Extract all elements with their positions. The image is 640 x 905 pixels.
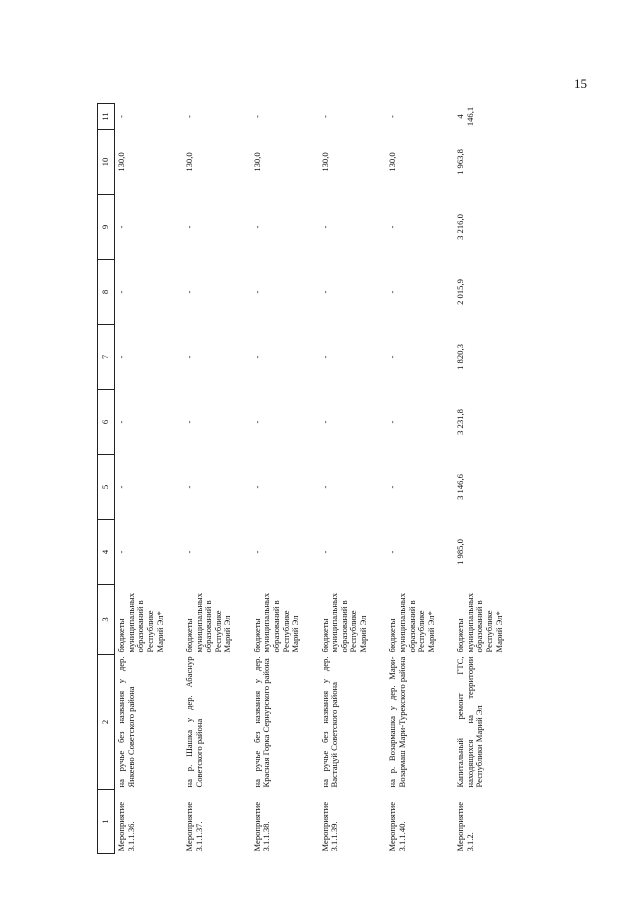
value-cell: - — [116, 550, 126, 554]
column-header: 3 — [98, 585, 115, 655]
measure-id: Мероприятие 3.1.1.39. — [319, 801, 340, 852]
value-cell: - — [116, 290, 126, 294]
value-cell: 130,0 — [387, 152, 398, 172]
value-cell: - — [251, 420, 262, 424]
value-cell: - — [387, 485, 398, 489]
value-cell: - — [387, 290, 398, 294]
column-header: 11 — [98, 104, 115, 130]
value-cell: - — [387, 225, 398, 229]
measure-id: Мероприятие 3.1.1.40. — [387, 801, 407, 852]
value-cell: - — [387, 355, 398, 359]
column-header: 8 — [98, 260, 115, 325]
measure-description: на р. Возармашка у дер. Мари-Возармаш Мари-Турекского района — [387, 656, 407, 788]
value-cell: - — [387, 115, 398, 118]
value-cell: - — [319, 485, 330, 489]
value-cell: - — [116, 420, 126, 424]
table-row — [386, 104, 454, 854]
column-header: 4 — [98, 520, 115, 585]
value-cell: 2 015,9 — [455, 279, 466, 305]
value-cell: - — [116, 225, 126, 229]
column-header: 7 — [98, 325, 115, 390]
value-cell: - — [319, 420, 330, 424]
value-cell: - — [116, 115, 126, 118]
funding-source: бюджеты муниципальных образований в Республике Марий Эл — [251, 593, 301, 653]
value-cell: 1 820,3 — [455, 344, 466, 370]
value-cell: - — [319, 355, 330, 359]
measure-description: на ручье без названия у дер. Красная Горка Сернурского района — [251, 656, 272, 788]
funding-source: бюджеты муниципальных образований в Республике Марий Эл* — [116, 593, 165, 653]
value-cell: - — [183, 225, 194, 229]
value-cell: 130,0 — [251, 152, 262, 172]
value-cell: - — [183, 485, 194, 489]
page-number: 15 — [574, 76, 587, 91]
funding-source: бюджеты муниципальных образований в Республике Марий Эл — [319, 593, 369, 653]
value-cell: - — [319, 115, 330, 118]
measure-description: Капитальный ремонт ГТС, находящихся на территории Республики Марий Эл — [455, 656, 485, 788]
funding-table — [97, 103, 522, 854]
measure-description: на ручье без названия у дер. Янкеево Советского района — [116, 656, 136, 788]
column-header: 6 — [98, 390, 115, 455]
value-cell: 1 985,0 — [455, 539, 466, 565]
table-row — [115, 104, 183, 854]
measure-description: на р. Шашка у дер. Абаснур Советского района — [183, 656, 204, 788]
value-cell: 4 146,1 — [455, 106, 475, 127]
value-cell: - — [251, 225, 262, 229]
value-cell: 3 146,6 — [455, 474, 466, 500]
value-cell: - — [251, 550, 262, 554]
header-row — [98, 104, 115, 854]
rotated-table-container — [97, 104, 522, 854]
table-row — [183, 104, 251, 854]
value-cell: - — [251, 355, 262, 359]
table-row — [251, 104, 319, 854]
value-cell: 3 231,8 — [455, 409, 466, 435]
column-header: 10 — [98, 130, 115, 195]
value-cell: - — [319, 290, 330, 294]
value-cell: 130,0 — [319, 152, 330, 172]
funding-source: бюджеты муниципальных образований в Республике Марий Эл — [183, 593, 233, 653]
measure-id: Мероприятие 3.1.2. — [455, 801, 475, 852]
value-cell: - — [183, 550, 194, 554]
value-cell: - — [116, 485, 126, 489]
table-row — [454, 104, 522, 854]
value-cell: - — [251, 485, 262, 489]
measure-description: на ручье без названия у дер. Вастацуй Советского района — [319, 656, 340, 788]
value-cell: - — [387, 550, 398, 554]
value-cell: - — [251, 115, 262, 118]
value-cell: 130,0 — [116, 152, 126, 172]
column-header: 1 — [98, 790, 115, 854]
funding-source: бюджеты муниципальных образований в Республике Марий Эл* — [387, 593, 436, 653]
column-header: 9 — [98, 195, 115, 260]
column-header: 2 — [98, 655, 115, 790]
measure-id: Мероприятие 3.1.1.38. — [251, 801, 272, 852]
value-cell: - — [183, 355, 194, 359]
measure-id: Мероприятие 3.1.1.37. — [183, 801, 204, 852]
value-cell: - — [387, 420, 398, 424]
value-cell: - — [319, 550, 330, 554]
value-cell: 130,0 — [183, 152, 194, 172]
table-row — [319, 104, 387, 854]
value-cell: - — [183, 420, 194, 424]
value-cell: - — [183, 115, 194, 118]
measure-id: Мероприятие 3.1.1.36. — [116, 801, 136, 852]
value-cell: - — [251, 290, 262, 294]
value-cell: 1 963,8 — [455, 149, 466, 175]
value-cell: - — [183, 290, 194, 294]
value-cell: - — [319, 225, 330, 229]
value-cell: - — [116, 355, 126, 359]
funding-source: бюджеты муниципальных образований в Республике Марий Эл* — [455, 593, 504, 653]
value-cell: 3 216,0 — [455, 214, 466, 240]
column-header: 5 — [98, 455, 115, 520]
